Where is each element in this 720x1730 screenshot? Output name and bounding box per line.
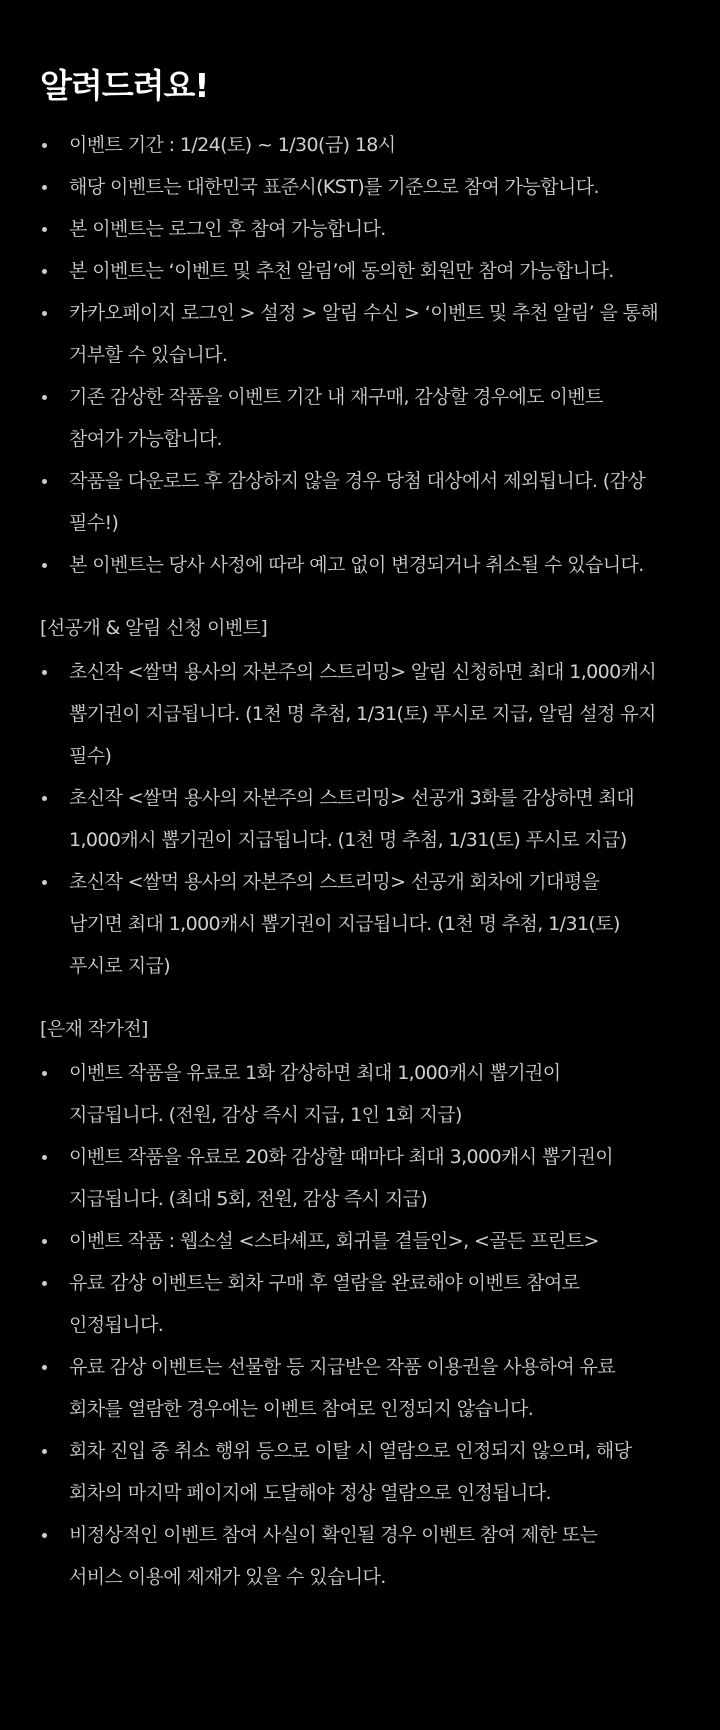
list-item xyxy=(40,1052,680,1136)
list-item xyxy=(40,292,680,376)
list-item xyxy=(40,1220,680,1262)
list-item-text: 초신작 <쌀먹 용사의 자본주의 스트리밍> 선공개 회차에 기대평을 남기면 최대 1,000캐시 뽑기권이 지급됩니다. (1천 명 추첨, 1/31(토) 푸시로 지급) xyxy=(69,871,620,977)
bullet-icon xyxy=(42,1281,47,1286)
list-item-text: 기존 감상한 작품을 이벤트 기간 내 재구매, 감상할 경우에도 이벤트 참여가 가능합니다. xyxy=(69,386,603,450)
list-item xyxy=(40,124,680,166)
bullet-icon xyxy=(42,143,47,148)
list-item-text: 유료 감상 이벤트는 선물함 등 지급받은 작품 이용권을 사용하여 유료 회차를 열람한 경우에는 이벤트 참여로 인정되지 않습니다. xyxy=(69,1356,616,1420)
bullet-icon xyxy=(42,185,47,190)
bullet-icon xyxy=(42,1239,47,1244)
bullet-icon xyxy=(42,880,47,885)
list-item xyxy=(40,544,680,586)
bullet-icon xyxy=(42,1449,47,1454)
list-item-text: 본 이벤트는 로그인 후 참여 가능합니다. xyxy=(69,218,386,240)
list-item xyxy=(40,1262,680,1346)
list-item xyxy=(40,166,680,208)
preview-notice-list xyxy=(40,651,680,987)
bullet-icon xyxy=(42,563,47,568)
bullet-icon xyxy=(42,1533,47,1538)
list-item xyxy=(40,1430,680,1514)
bullet-icon xyxy=(42,311,47,316)
list-item-text: 해당 이벤트는 대한민국 표준시(KST)를 기준으로 참여 가능합니다. xyxy=(69,176,599,198)
author-section-heading: [은재 작가전] xyxy=(40,1018,148,1040)
list-item xyxy=(40,376,680,460)
list-item-text: 이벤트 기간 : 1/24(토) ~ 1/30(금) 18시 xyxy=(69,134,396,156)
list-item-text: 회차 진입 중 취소 행위 등으로 이탈 시 열람으로 인정되지 않으며, 해당 회차의 마지막 페이지에 도달해야 정상 열람으로 인정됩니다. xyxy=(69,1440,632,1504)
author-notice-list xyxy=(40,1052,680,1598)
bullet-icon xyxy=(42,395,47,400)
list-item-text: 카카오페이지 로그인 > 설정 > 알림 수신 > ‘이벤트 및 추천 알림’ 을 통해 거부할 수 있습니다. xyxy=(69,302,659,366)
list-item xyxy=(40,460,680,544)
bullet-icon xyxy=(42,227,47,232)
list-item-text: 본 이벤트는 당사 사정에 따라 예고 없이 변경되거나 취소될 수 있습니다. xyxy=(69,554,644,576)
list-item xyxy=(40,208,680,250)
list-item-text: 작품을 다운로드 후 감상하지 않을 경우 당첨 대상에서 제외됩니다. (감상 필수!) xyxy=(69,470,646,534)
list-item-text: 이벤트 작품을 유료로 1화 감상하면 최대 1,000캐시 뽑기권이 지급됩니다. (전원, 감상 즉시 지급, 1인 1회 지급) xyxy=(69,1062,561,1126)
bullet-icon xyxy=(42,1155,47,1160)
list-item-text: 초신작 <쌀먹 용사의 자본주의 스트리밍> 선공개 3화를 감상하면 최대 1,000캐시 뽑기권이 지급됩니다. (1천 명 추첨, 1/31(토) 푸시로 지급) xyxy=(69,787,635,851)
bullet-icon xyxy=(42,1365,47,1370)
list-item xyxy=(40,1346,680,1430)
bullet-icon xyxy=(42,479,47,484)
bullet-icon xyxy=(42,1071,47,1076)
list-item-text: 본 이벤트는 ‘이벤트 및 추천 알림’에 동의한 회원만 참여 가능합니다. xyxy=(69,260,614,282)
notice-title: 알려드려요! xyxy=(40,66,209,105)
bullet-icon xyxy=(42,670,47,675)
list-item-text: 비정상적인 이벤트 참여 사실이 확인될 경우 이벤트 참여 제한 또는 서비스 이용에 제재가 있을 수 있습니다. xyxy=(69,1524,598,1588)
bullet-icon xyxy=(42,269,47,274)
list-item xyxy=(40,1136,680,1220)
list-item-text: 초신작 <쌀먹 용사의 자본주의 스트리밍> 알림 신청하면 최대 1,000캐시 뽑기권이 지급됩니다. (1천 명 추첨, 1/31(토) 푸시로 지급, 알림 설정 유지 필수) xyxy=(69,661,657,767)
list-item xyxy=(40,1514,680,1598)
list-item xyxy=(40,250,680,292)
list-item xyxy=(40,651,680,777)
general-notice-list xyxy=(40,124,680,586)
bullet-icon xyxy=(42,796,47,801)
list-item-text: 이벤트 작품 : 웹소설 <스타셰프, 회귀를 곁들인>, <골든 프린트> xyxy=(69,1230,599,1252)
preview-section-heading: [선공개 & 알림 신청 이벤트] xyxy=(40,617,268,639)
list-item xyxy=(40,777,680,861)
list-item xyxy=(40,861,680,987)
list-item-text: 유료 감상 이벤트는 회차 구매 후 열람을 완료해야 이벤트 참여로 인정됩니다. xyxy=(69,1272,580,1336)
list-item-text: 이벤트 작품을 유료로 20화 감상할 때마다 최대 3,000캐시 뽑기권이 지급됩니다. (최대 5회, 전원, 감상 즉시 지급) xyxy=(69,1146,613,1210)
